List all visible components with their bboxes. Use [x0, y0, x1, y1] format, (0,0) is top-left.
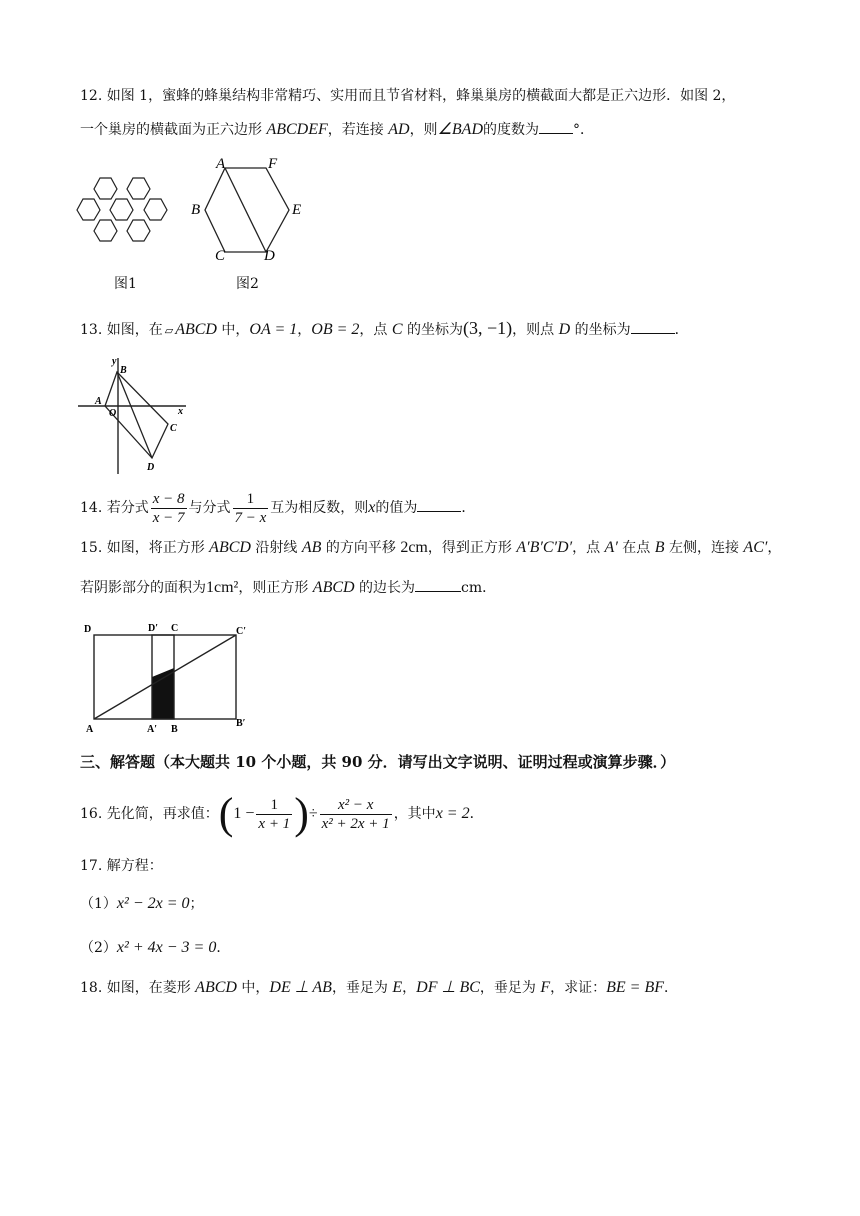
q16-text: 16. 先化简，再求值： [80, 806, 219, 822]
q15-square: ABCD [312, 579, 355, 596]
q18-perpendicular-de: DE ⊥ AB [269, 979, 332, 996]
q18-text: ，求证： [550, 980, 607, 996]
hexagon-abcdef [205, 168, 289, 252]
shaded-region [152, 668, 174, 719]
q13-point-d: D [558, 321, 571, 338]
fraction-numerator: x² − x [320, 796, 392, 815]
q16-text: ． [469, 806, 484, 822]
q18-conclusion: BE = BF [606, 979, 665, 996]
q17-title: 17. 解方程： [80, 858, 163, 874]
q12-hexagon-name: ABCDEF [266, 121, 328, 138]
q12-text: °． [573, 122, 595, 138]
left-paren: ( [218, 789, 234, 838]
q14-text: 的值为 [375, 500, 418, 516]
q13-line [80, 318, 689, 341]
fig1-caption: 图1 [114, 276, 137, 292]
fig2-caption: 图2 [236, 276, 259, 292]
q13-parallelogram-name: ABCD [175, 321, 217, 338]
q18-text: ，垂足为 [479, 980, 541, 996]
q14-text: 互为相反数，则 [270, 500, 369, 516]
q15-point-b: B [654, 539, 665, 556]
q15-text: 15. 如图，将正方形 [80, 540, 210, 556]
q12-text: 一个巢房的横截面为正六边形 [80, 122, 267, 138]
q15-text: 在点 [617, 540, 655, 556]
q15-text: 的方向平移 [321, 540, 401, 556]
q18-text: ． [664, 980, 679, 996]
label-y: y [112, 356, 117, 367]
hex-cell [144, 199, 167, 220]
q13-text: ，点 [359, 322, 392, 338]
q16-fraction-2 [320, 796, 392, 833]
fraction-denominator: x² + 2x + 1 [321, 815, 390, 832]
q16-text: ，其中 [393, 806, 436, 822]
label-b: B [120, 365, 127, 376]
q18-text: ， [402, 980, 417, 996]
honeycomb-figure [72, 170, 182, 252]
fraction-denominator: x + 1 [258, 815, 291, 832]
q17-part-label: （2） [80, 940, 117, 956]
fraction-numerator: 1 [233, 490, 269, 509]
q17-text: ； [189, 896, 204, 912]
label-c-prime: C′ [236, 626, 247, 637]
q13-ob: OB = 2 [311, 321, 360, 338]
q18-point-f: F [540, 979, 551, 996]
q15-text: ，得到正方形 [427, 540, 517, 556]
segment-ad [225, 168, 266, 252]
q14-fraction-2 [233, 490, 269, 527]
q13-coordinate: (3, −1) [462, 318, 513, 338]
q15-area: 1cm² [206, 579, 239, 596]
label-c: C [171, 623, 179, 634]
q12-segment: AD [388, 121, 410, 138]
label-x: x [178, 406, 183, 417]
q13-text: 13. 如图，在 [80, 322, 163, 338]
q15-text: ，点 [572, 540, 605, 556]
right-paren: ) [294, 789, 309, 838]
q13-answer-blank[interactable] [631, 333, 675, 334]
q13-oa: OA = 1 [249, 321, 298, 338]
label-a: A [95, 396, 102, 407]
q13-text: ，则点 [512, 322, 559, 338]
label-b-prime: B′ [236, 718, 246, 729]
label-d: D [147, 462, 155, 473]
q15-text: 沿射线 [250, 540, 302, 556]
label-d-prime: D′ [148, 623, 159, 634]
label-c: C [215, 248, 226, 264]
q18-text: ，垂足为 [331, 980, 393, 996]
parallelogram-icon: ▱ [164, 324, 174, 337]
q13-text: ， [297, 322, 312, 338]
q18-point-e: E [392, 979, 403, 996]
hexagon-figure [188, 156, 308, 268]
q18-line [80, 978, 678, 998]
q14-line [80, 486, 475, 530]
q18-rhombus: ABCD [195, 979, 237, 996]
label-b: B [191, 202, 201, 218]
label-b: B [171, 724, 178, 735]
label-f: F [268, 156, 278, 172]
q17-text: ． [216, 940, 231, 956]
q17-part2 [80, 938, 230, 958]
q15-ray: AB [301, 539, 322, 556]
q13-text: 的坐标为 [570, 322, 631, 338]
q14-variable: x [368, 499, 376, 516]
diagonal-bd [117, 372, 152, 458]
q13-text: 的坐标为 [402, 322, 463, 338]
label-a: A [216, 156, 226, 172]
q15-answer-blank[interactable] [415, 591, 461, 592]
q15-point-aprime: A′ [604, 539, 618, 556]
label-e: E [292, 202, 302, 218]
q15-line2 [80, 578, 496, 598]
q15-distance: 2cm [400, 539, 428, 556]
fraction-denominator: 7 − x [234, 509, 267, 526]
section-heading: 三、解答题（本大题共 10 个小题，共 90 分．请写出文字说明、证明过程或演算步骤．） [80, 753, 676, 771]
translated-squares-figure [80, 620, 260, 738]
q15-text: ， [767, 540, 782, 556]
q14-fraction-1 [151, 490, 187, 527]
hex-cell [94, 220, 117, 241]
q14-answer-blank[interactable] [417, 511, 461, 512]
q16-fraction-1 [256, 796, 292, 833]
hex-cell [127, 178, 150, 199]
q16-line [80, 790, 484, 838]
hex-cell [127, 220, 150, 241]
fraction-denominator: x − 7 [152, 509, 185, 526]
q16-one-minus: 1 − [233, 805, 255, 822]
label-d: D [264, 248, 275, 264]
q15-square-translated: A′B′C′D′ [516, 539, 573, 556]
fraction-numerator: x − 8 [152, 490, 185, 507]
q17-part1 [80, 894, 204, 914]
q14-text: 与分式 [188, 500, 231, 516]
q15-square: ABCD [209, 539, 251, 556]
q18-text: 18. 如图，在菱形 [80, 980, 196, 996]
q15-line1 [80, 538, 781, 558]
fraction-numerator: 1 [256, 796, 292, 815]
label-o: O [109, 408, 117, 419]
hex-cell [94, 178, 117, 199]
q12-text: 的度数为 [483, 122, 540, 138]
q12-line2 [80, 120, 594, 140]
q12-line1: 12. 如图 1，蜜蜂的蜂巢结构非常精巧、实用而且节省材料，蜂巢巢房的横截面大都是正六边形．如图 2， [80, 88, 736, 104]
label-d: D [84, 624, 92, 635]
label-c: C [170, 423, 177, 434]
q12-angle: ∠BAD [437, 121, 484, 138]
q15-text: ，则正方形 [238, 580, 313, 596]
hex-cell [110, 199, 133, 220]
q14-text: ． [461, 500, 476, 516]
q15-segment: AC′ [743, 539, 768, 556]
q13-text: ． [674, 322, 689, 338]
q18-perpendicular-df: DF ⊥ BC [416, 979, 480, 996]
q17-equation-1: x² − 2x = 0 [116, 895, 190, 912]
q13-point-c: C [391, 321, 403, 338]
q13-text: 中， [216, 322, 250, 338]
label-a-prime: A′ [147, 724, 158, 735]
label-a: A [86, 724, 94, 735]
q15-text: cm． [461, 580, 497, 596]
hex-cell [77, 199, 100, 220]
q16-divide: ÷ [308, 805, 318, 822]
q12-text: ，若连接 [327, 122, 389, 138]
q15-text: 的边长为 [354, 580, 416, 596]
parallelogram-coordinate-figure [76, 354, 192, 478]
q18-text: 中， [236, 980, 270, 996]
q14-text: 14. 若分式 [80, 500, 149, 516]
q12-answer-blank[interactable] [539, 133, 573, 134]
q12-text: ，则 [409, 122, 438, 138]
q16-condition: x = 2 [435, 805, 470, 822]
q17-part-label: （1） [80, 896, 117, 912]
q15-text: 若阴影部分的面积为 [80, 580, 206, 596]
q15-text: 左侧，连接 [664, 540, 744, 556]
q17-equation-2: x² + 4x − 3 = 0 [116, 939, 217, 956]
